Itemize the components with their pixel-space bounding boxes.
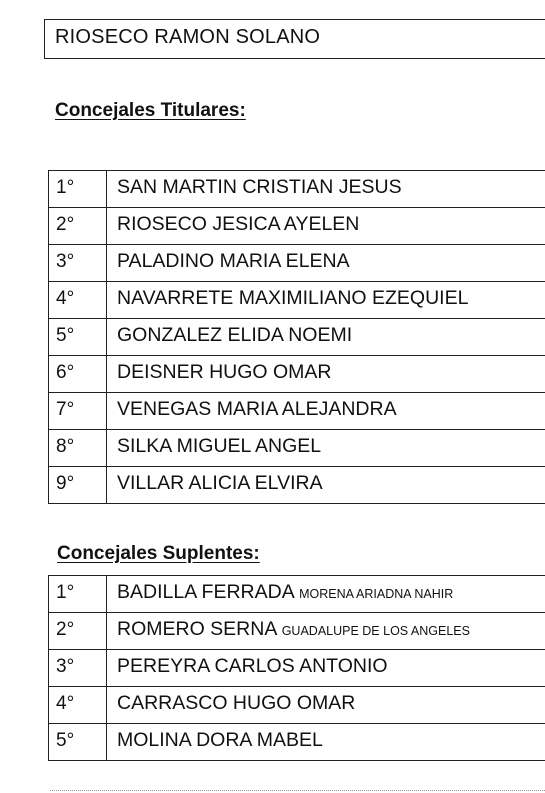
row-number: 1° (49, 576, 107, 612)
row-number: 4° (49, 687, 107, 723)
row-name-main: SILKA MIGUEL ANGEL (117, 435, 322, 457)
suplentes-table (48, 575, 545, 761)
titulares-table (48, 170, 545, 504)
row-name (117, 287, 468, 310)
row-name-main: GONZALEZ ELIDA NOEMI (117, 324, 353, 346)
titulares-row (49, 319, 545, 356)
titulares-row (49, 208, 545, 245)
row-name (117, 324, 352, 347)
row-name-main: RIOSECO JESICA AYELEN (117, 213, 360, 235)
row-name-main: BADILLA FERRADA (117, 581, 294, 603)
row-name (117, 581, 453, 604)
titulares-row (49, 393, 545, 430)
row-number: 2° (49, 613, 107, 649)
row-name (117, 398, 397, 421)
row-name (117, 250, 350, 273)
suplentes-row (49, 687, 545, 724)
titulares-row (49, 282, 545, 319)
row-name-extra: GUADALUPE DE LOS ANGELES (281, 624, 470, 638)
row-number: 8° (49, 430, 107, 466)
row-name (117, 692, 355, 715)
row-number: 9° (49, 467, 107, 503)
row-name (117, 176, 402, 199)
row-name-main: PEREYRA CARLOS ANTONIO (117, 655, 388, 677)
header-name: RIOSECO RAMON SOLANO (55, 26, 321, 48)
row-name-main: VENEGAS MARIA ALEJANDRA (117, 398, 397, 420)
row-name (117, 361, 332, 384)
row-name-main: NAVARRETE MAXIMILIANO EZEQUIEL (117, 287, 469, 309)
suplentes-row (49, 724, 545, 761)
titulares-row (49, 356, 545, 393)
row-name-main: DEISNER HUGO OMAR (117, 361, 332, 383)
row-name-main: SAN MARTIN CRISTIAN JESUS (117, 176, 402, 198)
row-name (117, 729, 323, 752)
suplentes-row (49, 576, 545, 613)
row-number: 7° (49, 393, 107, 429)
row-name-main: VILLAR ALICIA ELVIRA (117, 472, 323, 494)
row-name (117, 435, 321, 458)
row-name (117, 213, 359, 236)
row-number: 3° (49, 650, 107, 686)
suplentes-row (49, 650, 545, 687)
row-number: 2° (49, 208, 107, 244)
header-box (44, 19, 545, 59)
row-number: 5° (49, 724, 107, 760)
row-number: 6° (49, 356, 107, 392)
row-name-extra: MORENA ARIADNA NAHIR (299, 587, 454, 601)
row-name (117, 655, 388, 678)
row-name-main: CARRASCO HUGO OMAR (117, 692, 356, 714)
suplentes-title: Concejales Suplentes: (57, 543, 260, 564)
row-name-main: PALADINO MARIA ELENA (117, 250, 350, 272)
row-number: 5° (49, 319, 107, 355)
row-number: 3° (49, 245, 107, 281)
row-name (117, 472, 323, 495)
row-number: 4° (49, 282, 107, 318)
row-name-main: ROMERO SERNA (117, 618, 277, 640)
row-number: 1° (49, 171, 107, 207)
bottom-rule (50, 790, 545, 791)
titulares-row (49, 430, 545, 467)
titulares-row (49, 467, 545, 504)
titulares-row (49, 245, 545, 282)
row-name-main: MOLINA DORA MABEL (117, 729, 323, 751)
row-name (117, 618, 470, 641)
titulares-row (49, 171, 545, 208)
suplentes-row (49, 613, 545, 650)
titulares-title: Concejales Titulares: (55, 100, 246, 121)
